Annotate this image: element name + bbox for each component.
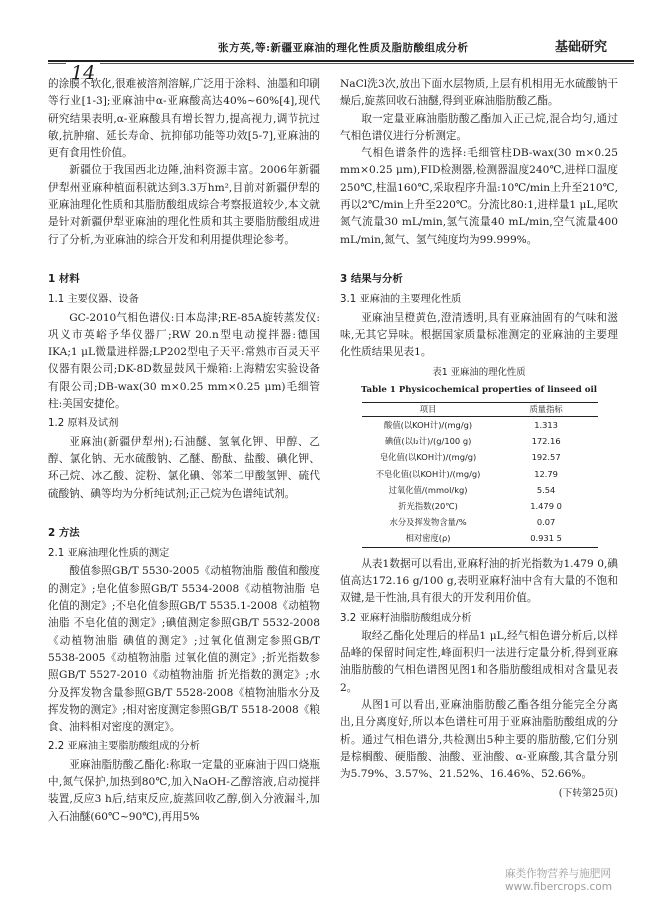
table-cell: 酸值(以KOH计)/(mg/g) <box>384 420 473 431</box>
body-paragraph: 气相色谱条件的选择:毛细管柱DB-wax(30 m×0.25 mm×0.25 μm),FID检测器,检测器温度240℃,进样口温度250℃,柱温160℃,采取程序升温:10℃/min上升至210℃,再以2℃/min上升至220℃。分流比80:1,进样量1 μL,尾吹氮气流量30 mL/min,氢气流量40 mL/min,空气流量400 mL/min,氮气、氢气纯度均为99.999%。 <box>340 147 618 246</box>
continued-note: (下转第25页) <box>558 787 618 799</box>
body-paragraph: 取经乙酯化处理后的样品1 μL,经气相色谱分析后,以样品峰的保留时间定性,峰面积归一法进行定量分析,得到亚麻油脂肪酸的气相色谱图见图1和各脂肪酸组成相对含量见表2。 <box>340 629 618 694</box>
table-row <box>362 449 598 465</box>
body-paragraph: NaCl洗3次,放出下面水层物质,上层有机相用无水硫酸钠干燥后,旋蒸回收石油醚,得到亚麻油脂肪酸乙酯。 <box>340 78 618 108</box>
column-header: 项目 <box>362 403 494 417</box>
table-cell: 不皂化值(以KOH计)/(mg/g) <box>375 468 481 479</box>
page-number: 14 <box>66 62 100 84</box>
table-cell: 相对密度(ρ) <box>362 530 494 547</box>
table-cell: 0.07 <box>536 517 556 528</box>
body-paragraph: 酸值参照GB/T 5530-2005《动植物油脂 酸值和酸度的测定》;皂化值参照GB/T 5534-2008《动植物油脂 皂化值的测定》;不皂化值参照GB/T 5535.1-2008《动植物油脂 不皂化值的测定》;碘值测定参照GB/T 5532-2008《动植物油脂 碘值的测定》;过氧化值测定参照GB/T 5538-2005《动植物油脂 过氧化值的测定》;折光指数参照GB/T 5527-2010《动植物油脂 折光指数的测定》;水分及挥发物含量参照GB/T 5528-2008《植物油脂水分及挥发物的测定》;相对密度测定参照GB/T 5518-2008《粮食、油料相对密度的测定》。 <box>48 565 320 734</box>
column-header: 质量指标 <box>494 403 598 417</box>
table-cell: 水分及挥发物含量/% <box>389 517 467 528</box>
table-cell: 5.54 <box>536 484 556 495</box>
table-cell: 折光指数(20℃) <box>398 501 458 512</box>
subsection-heading: 1.1 主要仪器、设备 <box>48 294 139 306</box>
table-row <box>362 498 598 514</box>
header-rule-thin <box>48 63 634 64</box>
table-cell: 皂化值(以KOH计)/(mg/g) <box>379 452 477 463</box>
body-paragraph: 从图1可以看出,亚麻油脂肪酸乙酯各组分能完全分离出,且分离度好,所以本色谱柱可用于亚麻油脂肪酸组成的分析。通过气相色谱分,共检测出5种主要的脂肪酸,它们分别是棕榈酸、硬脂酸、油酸、亚油酸、α-亚麻酸,其含量分别为5.79%、3.57%、21.52%、16.46%、52.66%。 <box>340 699 618 781</box>
body-paragraph: 亚麻油脂肪酸乙酯化:称取一定量的亚麻油于四口烧瓶中,氮气保护,加热到80℃,加入NaOH-乙醇溶液,启动搅拌装置,反应3 h后,结束反应,旋蒸回收乙醇,倒入分液漏斗,加入石油醚(60℃~90℃),再用5% <box>48 758 320 823</box>
subsection-heading: 1.2 原料及试剂 <box>48 418 119 430</box>
table-row <box>362 530 598 547</box>
table-caption: 表1 亚麻油的理化性质 <box>432 367 526 379</box>
table-cell: 172.16 <box>531 436 561 447</box>
section-heading: 2 方法 <box>48 526 80 539</box>
section-heading: 1 材料 <box>48 272 80 285</box>
header-rule <box>48 60 634 62</box>
table-row <box>362 433 598 449</box>
body-paragraph: 从表1数据可以看出,亚麻籽油的折光指数为1.479 0,碘值高达172.16 g/100 g,表明亚麻籽油中含有大量的不饱和双键,是干性油,具有很大的开发利用价值。 <box>340 557 618 605</box>
properties-table <box>362 402 598 548</box>
body-paragraph: 亚麻油呈橙黄色,澄清透明,具有亚麻油固有的气味和滋味,无其它异味。根据国家质量标准测定的亚麻油的主要理化性质结果见表1。 <box>340 311 618 359</box>
body-paragraph: GC-2010气相色谱仪:日本岛津;RE-85A旋转蒸发仪:巩义市英峪予华仪器厂;RW 20.n型电动搅拌器:德国IKA;1 μL微量进样器;LP202型电子天平:常熟市百灵天平仪器有限公司;DK-8D数显鼓风干燥箱:上海精宏实验设备有限公司;DB-wax(30 m×0.25 mm×0.25 μm)毛细管柱:美国安捷伦。 <box>48 311 320 411</box>
spacer <box>48 249 320 263</box>
table-row <box>362 466 598 482</box>
left-column <box>48 76 320 826</box>
subsection-heading: 3.2 亚麻籽油脂肪酸组成分析 <box>340 612 472 624</box>
table-cell: 192.57 <box>531 452 561 463</box>
section-label: 基础研究 <box>555 40 608 55</box>
right-column <box>340 76 618 802</box>
intro-paragraph: 的涂膜不软化,很难被溶剂溶解,广泛用于涂料、油墨和印刷等行业[1-3];亚麻油中α-亚麻酸高达40%~60%[4],现代研究结果表明,α-亚麻酸具有增长智力,提高视力,调节抗过敏,抗肿瘤、延长寿命、抗抑郁功能等功效[5-7],亚麻油的更有食用性价值。 <box>48 78 320 160</box>
spacer <box>340 249 618 263</box>
intro-paragraph: 新疆位于我国西北边陲,油料资源丰富。2006年新疆伊犁州亚麻种植面积就达到3.3万hm²,目前对新疆伊犁的亚麻油理化性质和其脂肪酸组成综合考察报道较少,本文就是针对新疆伊犁亚麻油的理化性质和其主要脂肪酸组成进行了分析,为亚麻油的综合开发和利用提供理论参考。 <box>48 164 320 246</box>
table-header-row <box>362 403 598 417</box>
running-title: 张方英,等:新疆亚麻油的理化性质及脂肪酸组成分析 <box>218 42 469 54</box>
table-caption-english: Table 1 Physicochemical properties of linseed oil <box>360 384 598 395</box>
subsection-heading: 3.1 亚麻油的主要理化性质 <box>340 294 462 306</box>
section-heading: 3 结果与分析 <box>340 272 403 285</box>
body-paragraph: 亚麻油(新疆伊犁州);石油醚、氢氧化钾、甲醇、乙醇、氯化钠、无水硫酸钠、乙醚、酚酞、盐酸、碘化钾、环己烷、冰乙酸、淀粉、氯化碘、邻苯二甲酸氢钾、硫代硫酸钠、碘等均为分析纯试剂;正己烷为色谱纯试剂。 <box>48 435 320 500</box>
table-cell: 1.479 0 <box>530 501 562 512</box>
table-row <box>362 417 598 434</box>
table-cell: 12.79 <box>534 468 558 479</box>
watermark: 麻类作物营养与施肥网 www.fibercrops.com <box>505 868 613 893</box>
table-cell: 0.931 5 <box>494 530 598 547</box>
subsection-heading: 2.1 亚麻油理化性质的测定 <box>48 548 170 560</box>
table-cell: 碘值(以I₂计)/(g/100 g) <box>384 436 472 447</box>
table-cell: 1.313 <box>534 420 558 431</box>
table-row <box>362 514 598 530</box>
subsection-heading: 2.2 亚麻油主要脂肪酸组成的分析 <box>48 741 200 753</box>
spacer <box>48 503 320 517</box>
body-paragraph: 取一定量亚麻油脂肪酸乙酯加入正己烷,混合均匀,通过气相色谱仪进行分析测定。 <box>340 112 618 142</box>
table-cell: 过氧化值/(mmol/kg) <box>388 484 468 495</box>
table-row <box>362 482 598 498</box>
